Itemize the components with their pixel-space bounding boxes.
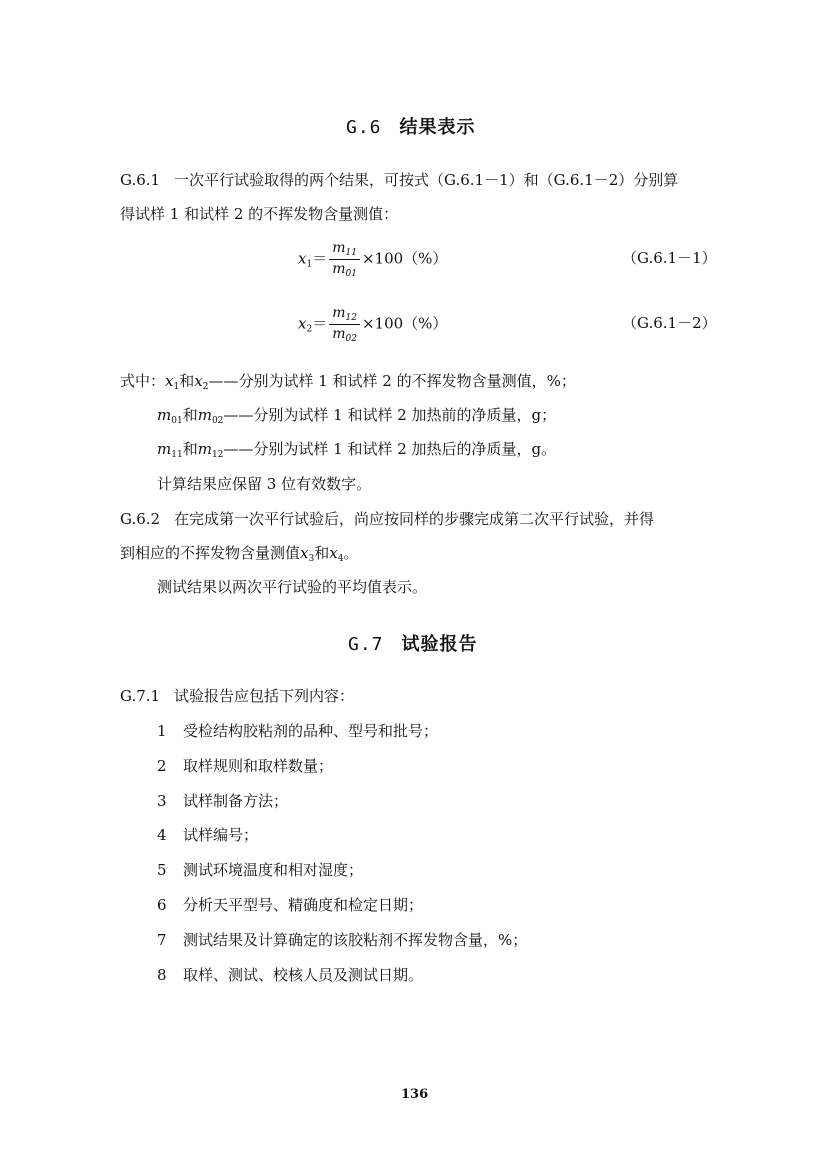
item-text: 分析天平型号、精确度和检定日期； bbox=[183, 896, 424, 914]
var: x bbox=[329, 544, 338, 562]
formula-2 bbox=[298, 305, 447, 344]
item-text: 测试环境温度和相对湿度； bbox=[183, 861, 364, 879]
list-item bbox=[157, 930, 527, 950]
var-sub: 12 bbox=[211, 450, 224, 460]
item-number: 1 bbox=[157, 722, 167, 740]
clause-text: 在完成第一次平行试验后，尚应按同样的步骤完成第二次平行试验，并得 bbox=[174, 510, 655, 528]
clause-g7-1 bbox=[120, 686, 354, 706]
denominator: m bbox=[332, 326, 346, 342]
var: m bbox=[157, 406, 172, 424]
var: x bbox=[194, 372, 203, 390]
var-sub: 01 bbox=[171, 416, 183, 426]
fraction bbox=[329, 240, 360, 279]
item-text: 试样编号； bbox=[183, 826, 259, 844]
clause-g6-2-line2 bbox=[120, 543, 358, 569]
clause-number: G.6.1 bbox=[120, 171, 161, 189]
item-number: 5 bbox=[157, 861, 167, 879]
denominator-sub: 02 bbox=[345, 334, 357, 344]
list-item bbox=[157, 721, 438, 741]
item-text: 受检结构胶粘剂的品种、型号和批号； bbox=[183, 722, 439, 740]
clause-text: 试验报告应包括下列内容： bbox=[174, 687, 355, 705]
item-number: 4 bbox=[157, 826, 167, 844]
where-line-3 bbox=[157, 439, 556, 465]
denominator-sub: 01 bbox=[345, 269, 357, 279]
where-line-4: 计算结果应保留 3 位有效数字。 bbox=[157, 475, 372, 493]
list-item bbox=[157, 791, 288, 811]
var-sub: 1 bbox=[173, 382, 180, 392]
numerator-sub: 12 bbox=[345, 313, 357, 323]
var: m bbox=[197, 440, 212, 458]
var-sub: 3 bbox=[308, 554, 315, 564]
clause-end: 。 bbox=[343, 544, 359, 562]
var-sub: 11 bbox=[171, 450, 183, 460]
clause-g6-1-line2: 得试样 1 和试样 2 的不挥发物含量测值： bbox=[120, 205, 399, 223]
item-number: 7 bbox=[157, 931, 167, 949]
formula-tail: ×100（%） bbox=[361, 314, 448, 333]
numerator: m bbox=[332, 305, 346, 321]
list-item bbox=[157, 825, 258, 845]
formula-var: x bbox=[298, 249, 307, 268]
formula-sub: 1 bbox=[306, 259, 313, 270]
page-number: 136 bbox=[401, 1087, 429, 1102]
item-number: 6 bbox=[157, 896, 167, 914]
clause-number: G.7.1 bbox=[120, 687, 161, 705]
item-text: 试样制备方法； bbox=[183, 792, 289, 810]
section-number: G.6 bbox=[346, 117, 382, 138]
conjunction: 和 bbox=[179, 372, 195, 390]
numerator-sub: 11 bbox=[345, 248, 357, 258]
denominator: m bbox=[332, 261, 346, 277]
item-number: 3 bbox=[157, 792, 167, 810]
item-number: 2 bbox=[157, 757, 167, 775]
var: m bbox=[157, 440, 172, 458]
conjunction: 和 bbox=[182, 406, 198, 424]
item-text: 测试结果及计算确定的该胶粘剂不挥发物含量，%； bbox=[183, 931, 528, 949]
item-text: 取样规则和取样数量； bbox=[183, 757, 334, 775]
clause-number: G.6.2 bbox=[120, 510, 161, 528]
where-intro: 式中： bbox=[120, 372, 166, 390]
var: m bbox=[197, 406, 212, 424]
clause-text: 到相应的不挥发物含量测值 bbox=[120, 544, 301, 562]
definition-text: ——分别为试样 1 和试样 2 加热前的净质量，g； bbox=[223, 406, 557, 424]
list-item bbox=[157, 895, 423, 915]
var: x bbox=[300, 544, 309, 562]
clause-g6-1-line1 bbox=[120, 170, 678, 190]
fraction bbox=[329, 305, 360, 344]
formula-var: x bbox=[298, 314, 307, 333]
definition-text: ——分别为试样 1 和试样 2 的不挥发物含量测值，%； bbox=[208, 372, 576, 390]
formula-tail: ×100（%） bbox=[361, 249, 448, 268]
list-item bbox=[157, 860, 363, 880]
clause-text: 一次平行试验取得的两个结果，可按式（G.6.1－1）和（G.6.1－2）分别算 bbox=[174, 171, 679, 189]
formula-1-label: （G.6.1－1） bbox=[622, 249, 717, 267]
formula-equals: ＝ bbox=[312, 249, 328, 268]
list-item bbox=[157, 756, 333, 776]
section-title: 结果表示 bbox=[399, 117, 476, 138]
var-sub: 4 bbox=[337, 554, 344, 564]
formula-equals: ＝ bbox=[312, 314, 328, 333]
item-text: 取样、测试、校核人员及测试日期。 bbox=[183, 966, 424, 984]
var: x bbox=[165, 372, 174, 390]
var-sub: 2 bbox=[202, 382, 209, 392]
numerator: m bbox=[332, 240, 346, 256]
formula-sub: 2 bbox=[306, 324, 313, 335]
list-item bbox=[157, 965, 423, 985]
where-line-1 bbox=[120, 371, 576, 397]
where-line-2 bbox=[157, 405, 556, 431]
var-sub: 02 bbox=[211, 416, 224, 426]
conjunction: 和 bbox=[314, 544, 330, 562]
section-title: 试验报告 bbox=[401, 634, 478, 655]
conjunction: 和 bbox=[182, 440, 198, 458]
formula-2-label: （G.6.1－2） bbox=[622, 314, 717, 332]
section-number: G.7 bbox=[348, 634, 384, 655]
clause-g6-2-line3: 测试结果以两次平行试验的平均值表示。 bbox=[157, 578, 428, 596]
definition-text: ——分别为试样 1 和试样 2 加热后的净质量，g。 bbox=[223, 440, 557, 458]
formula-1 bbox=[298, 240, 447, 279]
clause-g6-2-line1 bbox=[120, 509, 654, 529]
section-heading-g6 bbox=[346, 113, 476, 139]
item-number: 8 bbox=[157, 966, 167, 984]
section-heading-g7 bbox=[348, 630, 478, 656]
